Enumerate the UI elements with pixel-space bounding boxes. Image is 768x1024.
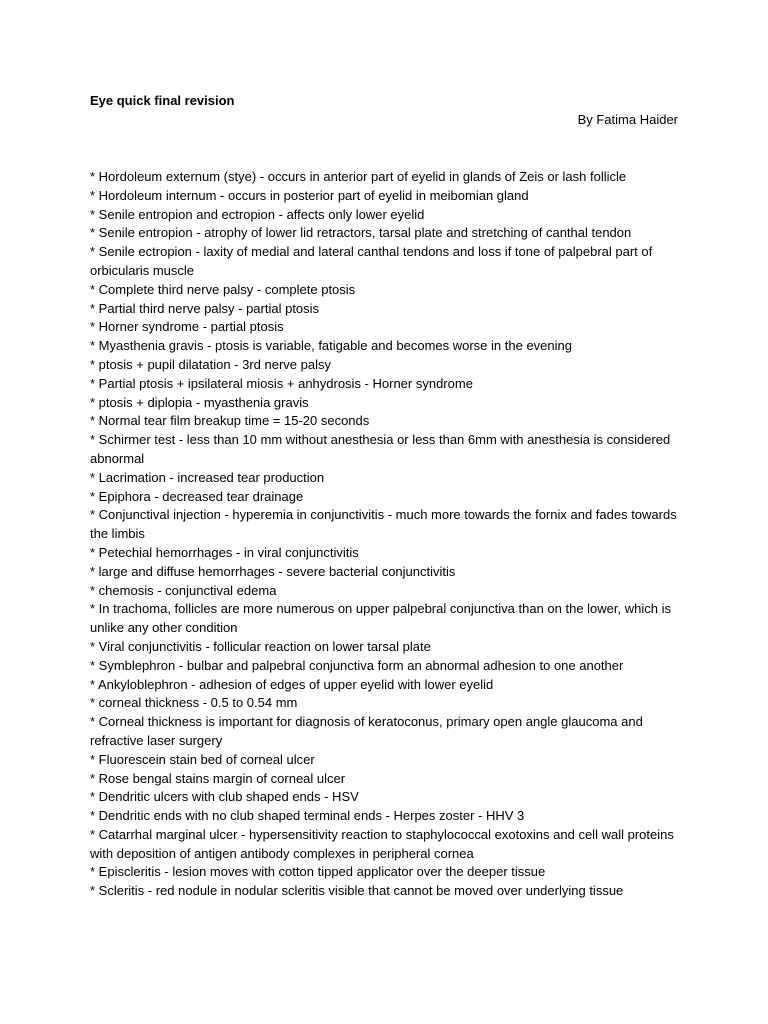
note-line: * Petechial hemorrhages - in viral conjunctivitis (90, 544, 359, 560)
note-line: * Symblephron - bulbar and palpebral conjunctiva form an abnormal adhesion to one another (90, 657, 624, 673)
note-line: * Epiphora - decreased tear drainage (90, 488, 304, 504)
note-line: * Horner syndrome - partial ptosis (90, 319, 284, 335)
note-line: * Hordoleum externum (stye) - occurs in anterior part of eyelid in glands of Zeis or lash follicle (90, 169, 627, 184)
note-line: * Dendritic ends with no club shaped terminal ends - Herpes zoster - HHV 3 (90, 808, 525, 824)
revision-notes-list (90, 168, 690, 901)
note-line: * Episcleritis - lesion moves with cotton tipped applicator over the deeper tissue (90, 864, 546, 880)
note-line: * ptosis + diplopia - myasthenia gravis (90, 394, 309, 410)
note-line: * Senile entropion and ectropion - affects only lower eyelid (90, 206, 425, 222)
note-line: * Lacrimation - increased tear production (90, 469, 325, 485)
note-line: * Senile ectropion - laxity of medial and lateral canthal tendons and loss if tone of palpebral part of orbicularis muscle (90, 244, 653, 278)
note-line: * large and diffuse hemorrhages - severe bacterial conjunctivitis (90, 563, 456, 579)
note-line: * Conjunctival injection - hyperemia in conjunctivitis - much more towards the fornix and fades towards the limbis (90, 507, 677, 542)
document-author: By Fatima Haider (577, 112, 678, 127)
note-line: * Myasthenia gravis - ptosis is variable, fatigable and becomes worse in the evening (90, 338, 572, 354)
note-line: * Senile entropion - atrophy of lower lid retractors, tarsal plate and stretching of canthal tendon (90, 225, 632, 241)
note-line: * Ankyloblephron - adhesion of edges of upper eyelid with lower eyelid (90, 676, 494, 692)
note-line: * In trachoma, follicles are more numerous on upper palpebral conjunctiva than on the lower, which is unlike any other condition (90, 601, 671, 636)
note-line: * Catarrhal marginal ulcer - hypersensitivity reaction to staphylococcal exotoxins and cell wall proteins with deposition of antigen antibody complexes in peripheral cornea (90, 826, 674, 861)
document-title: Eye quick final revision (90, 93, 235, 108)
note-line: * Rose bengal stains margin of corneal ulcer (90, 770, 346, 786)
note-line: * corneal thickness - 0.5 to 0.54 mm (90, 695, 298, 711)
note-line: * Partial ptosis + ipsilateral miosis + anhydrosis - Horner syndrome (90, 375, 473, 391)
note-line: * Scleritis - red nodule in nodular scleritis visible that cannot be moved over underlying tissue (90, 883, 624, 899)
note-line: * Dendritic ulcers with club shaped ends - HSV (90, 789, 359, 805)
note-line: * Complete third nerve palsy - complete ptosis (90, 281, 356, 297)
note-line: * chemosis - conjunctival edema (90, 582, 277, 598)
note-line: * ptosis + pupil dilatation - 3rd nerve palsy (90, 356, 331, 372)
note-line: * Hordoleum internum - occurs in posterior part of eyelid in meibomian gland (90, 187, 529, 203)
note-line: * Normal tear film breakup time = 15-20 seconds (90, 413, 370, 429)
note-line: * Fluorescein stain bed of corneal ulcer (90, 751, 315, 767)
note-line: * Schirmer test - less than 10 mm without anesthesia or less than 6mm with anesthesia is considered abnormal (90, 432, 671, 466)
note-line: * Corneal thickness is important for diagnosis of keratoconus, primary open angle glaucoma and refractive laser surgery (90, 714, 643, 748)
note-line: * Partial third nerve palsy - partial ptosis (90, 300, 320, 316)
note-line: * Viral conjunctivitis - follicular reaction on lower tarsal plate (90, 638, 431, 654)
